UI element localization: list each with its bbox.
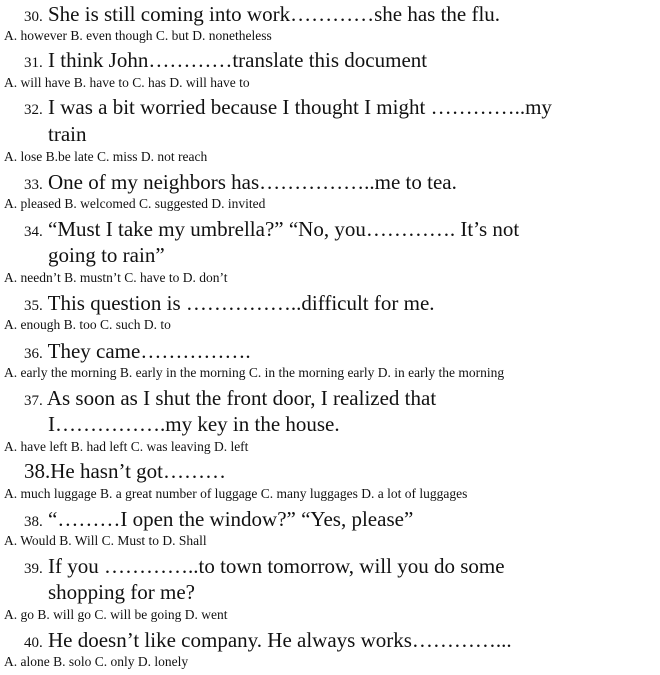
question-35 [24,293,435,314]
question-34 [24,219,519,240]
question-text: “Must I take my umbrella?” “No, you…………. It’s not [48,217,520,241]
answer-options: A. pleased B. welcomed C. suggested D. invited [4,196,266,211]
question-text-continued: shopping for me? [48,580,195,604]
question-number: 36. [24,346,43,362]
question-text-continued: train [48,122,87,146]
question-text: I was a bit worried because I thought I might …………..my [48,95,552,119]
question-33 [24,172,457,193]
answer-options: A. enough B. too C. such D. to [4,317,171,332]
question-text: “………I open the window?” “Yes, please” [48,507,414,531]
question-text-continued: going to rain” [48,243,165,267]
question-text: She is still coming into work…………she has the flu. [48,2,501,26]
question-number: 38. [24,514,43,530]
question-number: 34. [24,224,43,240]
question-36 [24,341,251,362]
question-text: As soon as I shut the front door, I realized that [46,386,437,410]
answer-options: A. early the morning B. early in the morning C. in the morning early D. in early the morning [4,365,505,380]
question-number: 35. [24,298,43,314]
question-text: If you …………..to town tomorrow, will you do some [48,554,505,578]
question-32 [24,97,552,118]
answer-options: A. much luggage B. a great number of luggage C. many luggages D. a lot of luggages [4,486,468,501]
answer-options: A. will have B. have to C. has D. will have to [4,75,250,90]
answer-options: A. Would B. Will C. Must to D. Shall [4,533,207,548]
question-39 [24,556,505,577]
question-text: He doesn’t like company. He always works…………... [48,628,512,652]
answer-options: A. however B. even though C. but D. nonetheless [4,28,272,43]
question-number: 33. [24,177,43,193]
answer-options: A. have left B. had left C. was leaving D. left [4,439,249,454]
question-text: One of my neighbors has……………..me to tea. [48,170,457,194]
question-text: They came……………. [47,339,251,363]
question-text: I think John…………translate this document [48,48,428,72]
question-number: 30. [24,9,43,25]
question-38b [24,509,413,530]
question-text-continued: I…………….my key in the house. [48,412,340,436]
question-text: This question is ……………..difficult for me. [47,291,435,315]
answer-options: A. alone B. solo C. only D. lonely [4,654,189,669]
question-30 [24,4,500,25]
answer-options: A. lose B.be late C. miss D. not reach [4,149,208,164]
question-number: 31. [24,55,43,71]
question-number: 39. [24,561,43,577]
question-31 [24,50,427,71]
answer-options: A. go B. will go C. will be going D. went [4,607,228,622]
question-37 [24,388,436,409]
answer-options: A. needn’t B. mustn’t C. have to D. don’t [4,270,228,285]
question-number: 38. [24,459,51,483]
question-38 [24,461,226,482]
question-text: He hasn’t got……… [50,459,227,483]
question-number: 32. [24,102,43,118]
question-40 [24,630,512,651]
question-number: 37. [24,393,43,409]
question-number: 40. [24,635,43,651]
